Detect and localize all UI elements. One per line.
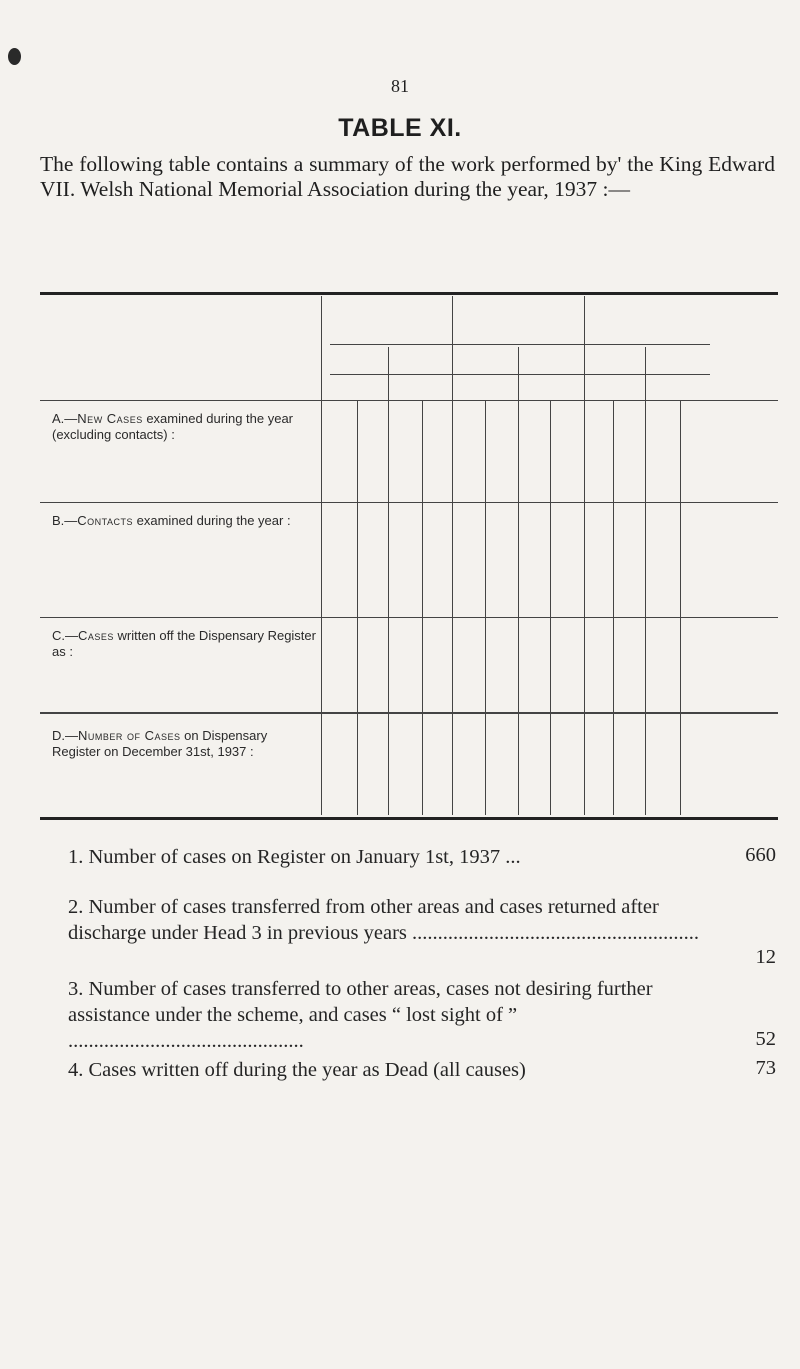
- section-rule: [40, 617, 778, 618]
- table-divider-column: [680, 400, 681, 815]
- summary-item-text: 4. Cases written off during the year as Dead (all causes): [68, 1059, 526, 1081]
- table-divider-column: [388, 400, 389, 815]
- table-divider-column: [422, 400, 423, 815]
- table-divider-column: [485, 400, 486, 815]
- margin-ink-dot: [8, 48, 21, 65]
- summary-item-value: 52: [755, 1028, 776, 1050]
- summary-item-value: 12: [755, 946, 776, 968]
- table-top-rule: [40, 292, 778, 295]
- section-rule: [40, 502, 778, 503]
- section-rule: [40, 712, 778, 714]
- intro-paragraph: The following table contains a summary of the work performed by' the King Edward VII. Welsh National Memorial Association during the year, 1937 :—: [40, 152, 775, 201]
- summary-item-value: 73: [755, 1057, 776, 1079]
- page-number: 81: [391, 76, 409, 96]
- header-rule-bottom: [40, 400, 778, 401]
- table-divider-column: [357, 400, 358, 815]
- section-heading: A.—New Cases examined during the year (excluding contacts) :: [52, 411, 294, 442]
- table-title: TABLE XI.: [338, 114, 462, 142]
- section-heading: B.—Contacts examined during the year :: [52, 513, 291, 528]
- table-bottom-rule: [40, 817, 778, 820]
- header-rule-sub: [330, 374, 710, 375]
- table-divider-column: [613, 400, 614, 815]
- table-divider-column: [550, 400, 551, 815]
- summary-item-text: 3. Number of cases transferred to other areas, cases not desiring further assistance under the scheme, and cases “ lost sight of ” ..............................................: [68, 978, 653, 1052]
- section-heading: C.—Cases written off the Dispensary Register as :: [52, 628, 316, 659]
- table-divider-column: [518, 400, 519, 815]
- header-rule-groups: [330, 344, 710, 345]
- summary-item-value: 660: [745, 844, 776, 866]
- summary-item-text: 1. Number of cases on Register on January 1st, 1937 ...: [68, 846, 521, 868]
- section-heading: D.—Number of Cases on Dispensary Register on December 31st, 1937 :: [52, 728, 268, 759]
- summary-item-text: 2. Number of cases transferred from other areas and cases returned after discharge under Head 3 in previous years ........................................................: [68, 896, 700, 944]
- table-divider-diagnosis: [321, 296, 322, 815]
- table-divider-column: [645, 400, 646, 815]
